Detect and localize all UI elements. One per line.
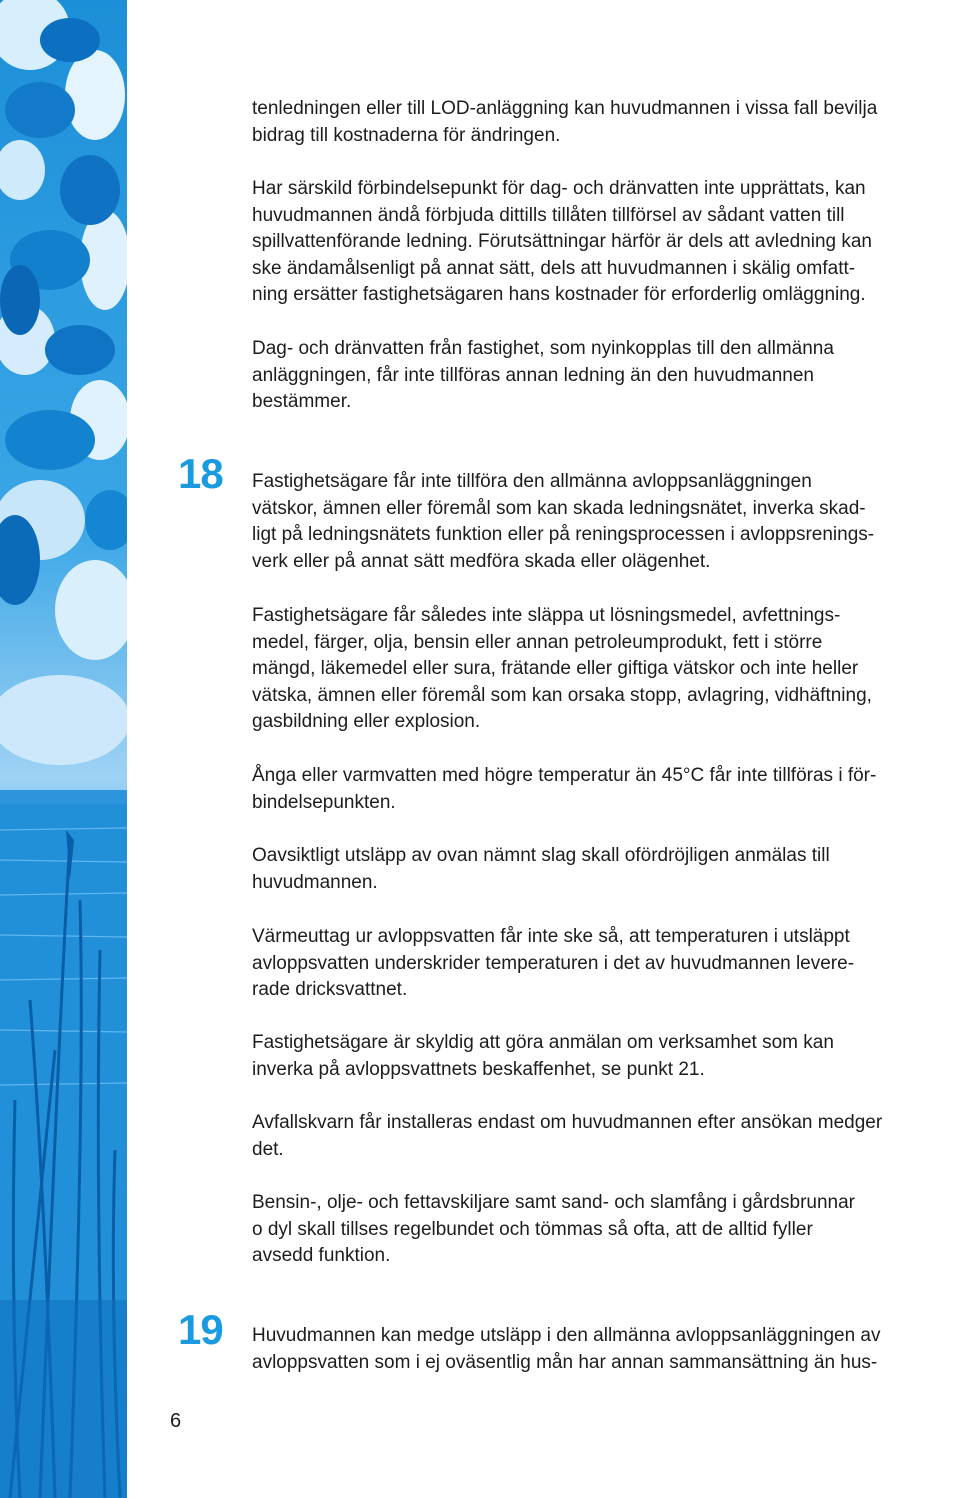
text-line: Värmeuttag ur avloppsvatten får inte ske så, att temperaturen i utsläppt [252, 926, 850, 947]
text-line: bidrag till kostnaderna för ändringen. [252, 124, 561, 146]
text-line: vätska, ämnen eller föremål som kan orsaka stopp, avlagring, vidhäftning, [252, 684, 872, 706]
text-line: ske ändamålsenligt på annat sätt, dels att huvudmannen i skälig omfatt- [252, 257, 856, 279]
body-paragraph [252, 603, 957, 736]
body-paragraph [252, 469, 957, 575]
body-paragraph [252, 1030, 957, 1083]
body-paragraph [252, 1110, 957, 1163]
text-line: ligt på ledningsnätets funktion eller på reningsprocessen i avloppsrenings- [252, 524, 875, 545]
text-line: anläggningen, får inte tillföras annan ledning än den huvudmannen [252, 364, 814, 386]
text-line: inverka på avloppsvattnets beskaffenhet, se punkt 21. [252, 1058, 705, 1080]
text-line: Fastighetsägare får inte tillföra den allmänna avloppsanläggningen [252, 471, 812, 492]
lake-landscape-photo [0, 0, 127, 1498]
text-line: Dag- och dränvatten från fastighet, som nyinkopplas till den allmänna [252, 338, 834, 359]
text-line: vätskor, ämnen eller föremål som kan skada ledningsnätet, inverka skad- [252, 497, 866, 519]
text-line: verk eller på annat sätt medföra skada eller olägenhet. [252, 550, 711, 572]
section-number-19: 19 [178, 1306, 223, 1353]
text-line: bindelsepunkten. [252, 791, 396, 813]
body-paragraph [252, 1190, 957, 1270]
text-line: det. [252, 1138, 284, 1160]
text-line: Bensin-, olje- och fettavskiljare samt sand- och slamfång i gårdsbrunnar [252, 1192, 856, 1213]
text-line: tenledningen eller till LOD-anläggning kan huvudmannen i vissa fall bevilja [252, 98, 878, 119]
section-number-18: 18 [178, 450, 223, 497]
text-line: Fastighetsägare är skyldig att göra anmälan om verksamhet som kan [252, 1032, 834, 1053]
text-line: Huvudmannen kan medge utsläpp i den allmänna avloppsanläggningen av [252, 1325, 881, 1346]
body-paragraph [252, 843, 957, 896]
text-line: avloppsvatten underskrider temperaturen i det av huvudmannen levere- [252, 952, 855, 974]
text-line: Ånga eller varmvatten med högre temperatur än 45°C får inte tillföras i för- [252, 765, 877, 786]
text-line: rade dricksvattnet. [252, 979, 408, 1000]
text-line: huvudmannen ändå förbjuda dittills tillåten tillförsel av sådant vatten till [252, 204, 845, 226]
body-paragraph [252, 96, 957, 149]
body-paragraph [252, 763, 957, 816]
text-line: Oavsiktligt utsläpp av ovan nämnt slag skall ofördröjligen anmälas till [252, 845, 830, 866]
text-line: Fastighetsägare får således inte släppa ut lösningsmedel, avfettnings- [252, 605, 841, 626]
text-line: avsedd funktion. [252, 1245, 391, 1266]
text-line: o dyl skall tillses regelbundet och tömmas så ofta, att de alltid fyller [252, 1218, 813, 1240]
text-line: huvudmannen. [252, 871, 378, 893]
text-line: ning ersätter fastighetsägaren hans kostnader för erforderlig omläggning. [252, 284, 866, 305]
body-paragraph [252, 1323, 957, 1376]
text-line: Har särskild förbindelsepunkt för dag- och dränvatten inte upprättats, kan [252, 178, 866, 199]
text-line: medel, färger, olja, bensin eller annan petroleumprodukt, fett i större [252, 631, 823, 653]
page-number: 6 [170, 1410, 182, 1432]
text-line: mängd, läkemedel eller sura, frätande eller giftiga vätskor och inte heller [252, 658, 859, 679]
text-line: gasbildning eller explosion. [252, 711, 481, 732]
text-line: avloppsvatten som i ej oväsentlig mån har annan sammansättning än hus- [252, 1351, 878, 1373]
body-paragraph [252, 336, 957, 416]
text-line: spillvattenförande ledning. Förutsättningar härför är dels att avledning kan [252, 231, 872, 252]
text-line: Avfallskvarn får installeras endast om huvudmannen efter ansökan medger [252, 1112, 883, 1133]
text-line: bestämmer. [252, 391, 352, 412]
body-paragraph [252, 176, 957, 309]
body-paragraph [252, 924, 957, 1004]
